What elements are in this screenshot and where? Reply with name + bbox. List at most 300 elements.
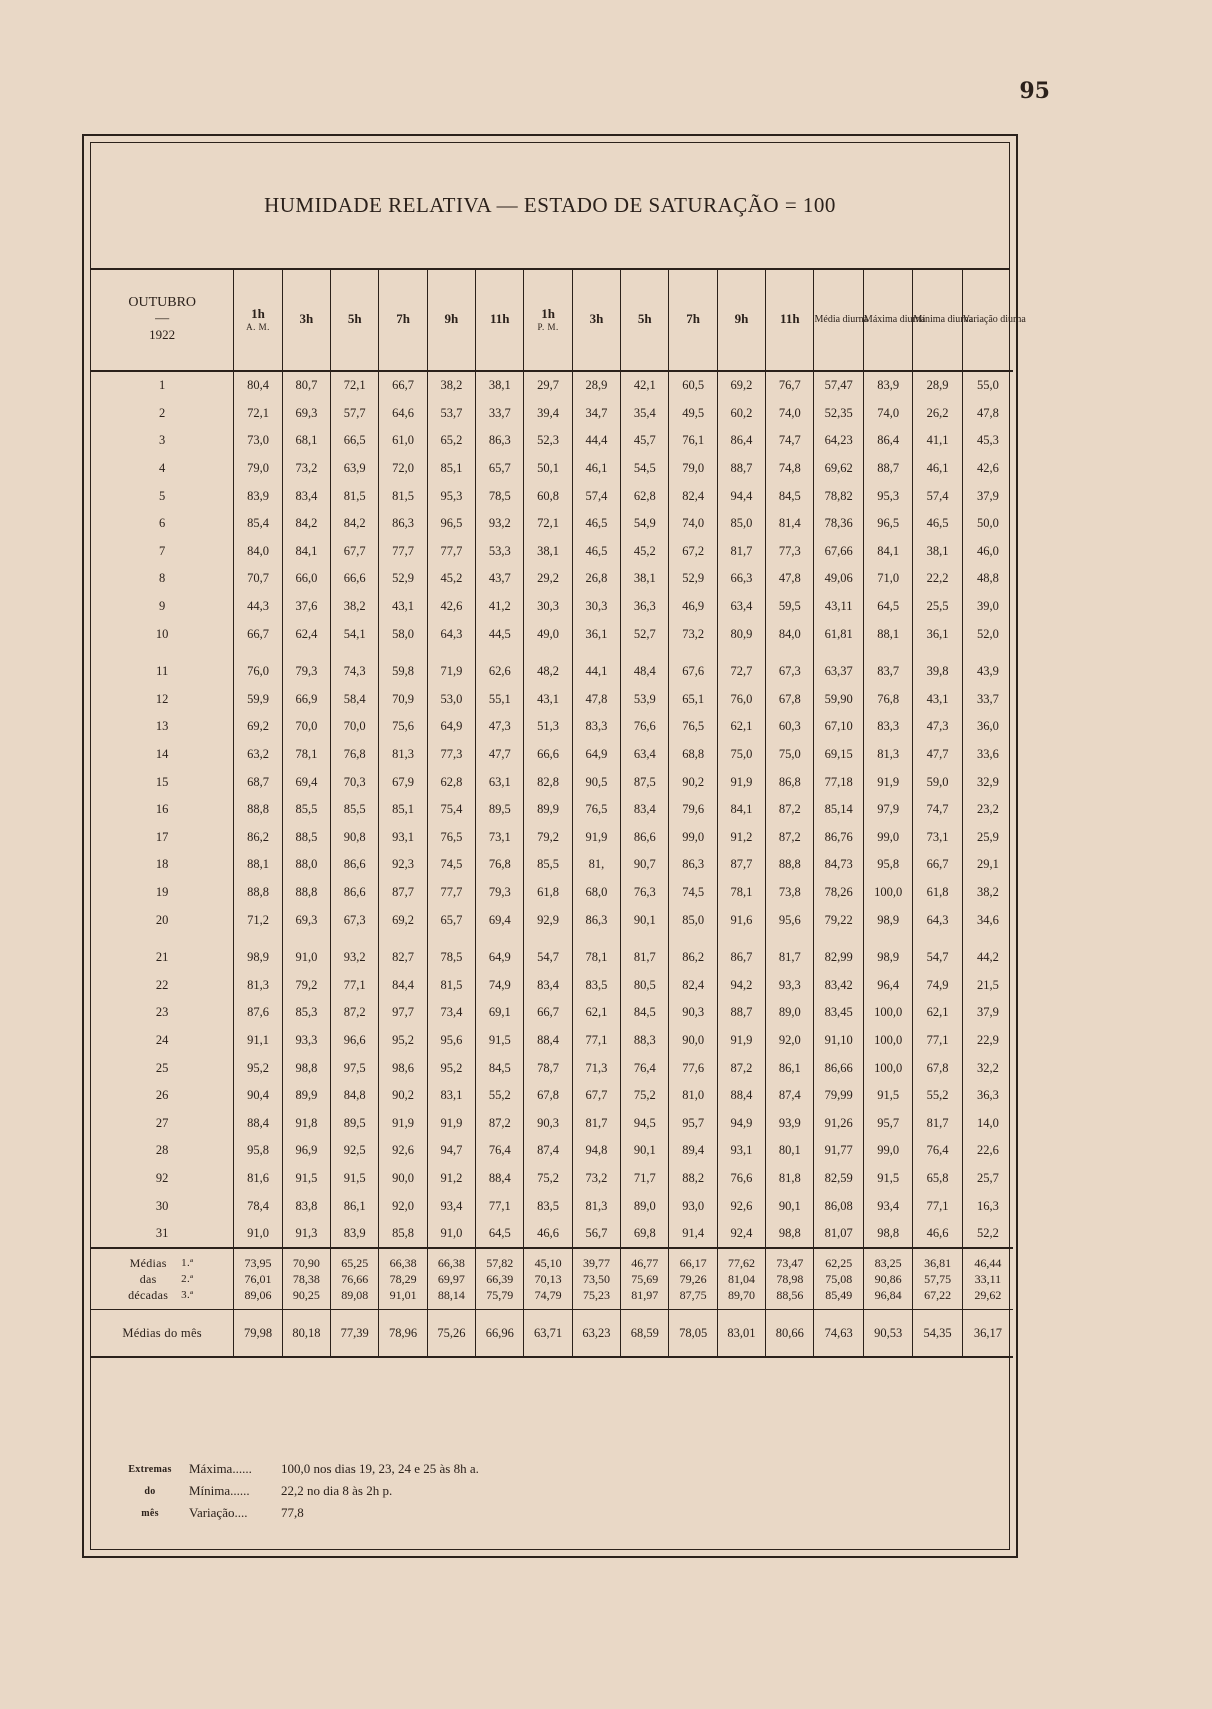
value-cell: 39,0	[976, 599, 999, 614]
value-cell: 55,1	[476, 686, 524, 714]
value-cell: 66,7	[234, 620, 282, 648]
value-cell: 95,2	[379, 1027, 427, 1055]
decade-mean-value: 89,06	[234, 1287, 282, 1310]
value-cell: 67,2	[669, 538, 717, 566]
day-cell: 5	[91, 482, 234, 510]
value-cell: 67,7	[331, 538, 379, 566]
value-cell: 91,2	[717, 824, 765, 852]
value-cell: 58,0	[379, 620, 427, 648]
value-cell: 67,66	[814, 538, 863, 566]
value-cell: 37,6	[282, 593, 330, 621]
value-cell: 86,7	[717, 944, 765, 972]
value-cell: 67,10	[814, 713, 863, 741]
month-mean-value: 83,01	[717, 1310, 765, 1358]
value-cell: 82,4	[669, 482, 717, 510]
month-mean-value: 63,71	[524, 1310, 572, 1358]
value-cell: 84,0	[766, 620, 814, 648]
value-cell: 76,7	[766, 371, 814, 400]
value-cell: 78,1	[572, 944, 620, 972]
day-cell: 4	[91, 455, 234, 483]
value-cell: 95,6	[427, 1027, 475, 1055]
value-cell: 82,59	[814, 1165, 863, 1193]
value-cell: 60,2	[717, 400, 765, 428]
value-cell: 80,5	[621, 971, 669, 999]
day-cell: 31	[91, 1220, 234, 1249]
value-cell: 81,07	[814, 1220, 863, 1249]
value-cell: 63,37	[814, 658, 863, 686]
value-cell: 77,6	[669, 1054, 717, 1082]
decade-mean-value: 65,25	[331, 1248, 379, 1271]
value-cell: 26,2	[913, 400, 962, 428]
decade-mean-value: 91,01	[379, 1287, 427, 1310]
value-cell: 61,0	[379, 427, 427, 455]
value-cell: 53,9	[621, 686, 669, 714]
value-cell: 91,26	[814, 1109, 863, 1137]
value-cell: 41,2	[476, 593, 524, 621]
value-cell: 54,9	[621, 510, 669, 538]
value-cell: 73,2	[572, 1165, 620, 1193]
value-cell: 83,5	[524, 1192, 572, 1220]
decade-mean-value: 88,56	[766, 1287, 814, 1310]
value-cell: 77,1	[572, 1027, 620, 1055]
value-cell: 93,1	[717, 1137, 765, 1165]
day-cell: 10	[91, 620, 234, 648]
decade-mean-value: 75,08	[814, 1271, 863, 1287]
value-cell: 62,6	[476, 658, 524, 686]
value-cell: 83,42	[814, 971, 863, 999]
value-cell: 90,4	[234, 1082, 282, 1110]
value-cell: 94,2	[717, 971, 765, 999]
value-cell: 68,0	[572, 879, 620, 907]
decade-mean-value: 70,13	[524, 1271, 572, 1287]
value-cell: 62,8	[427, 768, 475, 796]
value-cell: 88,7	[863, 455, 912, 483]
value-cell: 77,7	[427, 879, 475, 907]
value-cell: 88,8	[234, 879, 282, 907]
value-cell: 36,1	[572, 620, 620, 648]
value-cell: 69,1	[476, 999, 524, 1027]
value-cell: 23,2	[976, 802, 999, 817]
value-cell: 38,1	[524, 538, 572, 566]
value-cell: 46,6	[524, 1220, 572, 1249]
value-cell: 70,9	[379, 686, 427, 714]
value-cell: 92,9	[524, 906, 572, 934]
value-cell: 25,5	[913, 593, 962, 621]
day-cell: 21	[91, 944, 234, 972]
table-row	[91, 510, 1013, 538]
value-cell: 83,9	[863, 371, 912, 400]
value-cell: 74,0	[863, 400, 912, 428]
decade-mean-value: 29,62	[974, 1287, 1002, 1302]
value-cell: 91,10	[814, 1027, 863, 1055]
table-body	[91, 371, 1013, 1357]
value-cell: 78,36	[814, 510, 863, 538]
value-cell: 59,0	[913, 768, 962, 796]
value-cell: 65,1	[669, 686, 717, 714]
value-cell: 86,3	[476, 427, 524, 455]
value-cell: 92,4	[717, 1220, 765, 1249]
decade-mean-value: 46,44	[962, 1248, 1013, 1271]
value-cell: 54,5	[621, 455, 669, 483]
decade-mean-value: 96,84	[863, 1287, 912, 1310]
table-row	[91, 1137, 1013, 1165]
value-cell: 62,1	[572, 999, 620, 1027]
table-row	[91, 620, 1013, 648]
value-cell: 93,2	[331, 944, 379, 972]
day-cell: 11	[91, 658, 234, 686]
value-cell: 22,9	[976, 1032, 999, 1047]
value-cell: 64,9	[572, 741, 620, 769]
value-cell: 92,3	[379, 851, 427, 879]
value-cell: 91,2	[427, 1165, 475, 1193]
value-cell: 78,1	[717, 879, 765, 907]
value-cell: 100,0	[863, 999, 912, 1027]
value-cell: 73,4	[427, 999, 475, 1027]
decade-mean-value: 69,97	[427, 1271, 475, 1287]
value-cell: 95,8	[234, 1137, 282, 1165]
decade-mean-value: 66,39	[476, 1271, 524, 1287]
table-row	[91, 1027, 1013, 1055]
value-cell: 74,0	[766, 400, 814, 428]
value-cell: 81,7	[766, 944, 814, 972]
value-cell: 86,8	[766, 768, 814, 796]
value-cell: 82,8	[524, 768, 572, 796]
value-cell: 76,8	[863, 686, 912, 714]
value-cell: 88,8	[282, 879, 330, 907]
table-row	[91, 1082, 1013, 1110]
value-cell: 78,4	[234, 1192, 282, 1220]
decade-mean-value: 88,14	[427, 1287, 475, 1310]
value-cell: 45,2	[621, 538, 669, 566]
table-row	[91, 944, 1013, 972]
value-cell: 95,2	[234, 1054, 282, 1082]
value-cell: 69,15	[814, 741, 863, 769]
value-cell: 77,1	[913, 1192, 962, 1220]
decade-label-cell	[91, 1287, 234, 1310]
value-cell: 88,5	[282, 824, 330, 852]
value-cell: 98,8	[282, 1054, 330, 1082]
decade-mean-value: 74,79	[524, 1287, 572, 1310]
value-cell: 47,7	[913, 741, 962, 769]
value-cell: 90,0	[669, 1027, 717, 1055]
value-cell: 69,62	[814, 455, 863, 483]
day-cell: 8	[91, 565, 234, 593]
month-mean-value: 80,66	[766, 1310, 814, 1358]
value-cell: 47,8	[976, 405, 999, 420]
value-cell: 63,9	[331, 455, 379, 483]
value-cell: 86,6	[331, 851, 379, 879]
value-cell: 93,2	[476, 510, 524, 538]
value-cell: 89,9	[282, 1082, 330, 1110]
decade-mean-value: 46,77	[621, 1248, 669, 1271]
table-row	[91, 400, 1013, 428]
value-cell: 50,1	[524, 455, 572, 483]
value-cell: 95,2	[427, 1054, 475, 1082]
value-cell: 83,9	[331, 1220, 379, 1249]
value-cell: 84,2	[331, 510, 379, 538]
value-cell: 52,9	[379, 565, 427, 593]
value-cell: 66,3	[717, 565, 765, 593]
value-cell: 83,3	[572, 713, 620, 741]
value-cell: 88,7	[717, 455, 765, 483]
value-cell: 81,7	[572, 1109, 620, 1137]
table-row	[91, 565, 1013, 593]
value-cell: 43,7	[476, 565, 524, 593]
decade-label-cell	[91, 1271, 234, 1287]
value-cell: 29,1	[976, 857, 999, 872]
value-cell: 73,1	[913, 824, 962, 852]
table-row	[91, 686, 1013, 714]
value-cell: 86,2	[234, 824, 282, 852]
value-cell: 87,2	[476, 1109, 524, 1137]
decade-mean-value: 39,77	[572, 1248, 620, 1271]
value-cell: 84,5	[766, 482, 814, 510]
value-cell: 87,7	[379, 879, 427, 907]
month-mean-value: 36,17	[962, 1310, 1013, 1358]
decade-mean-value: 67,22	[913, 1287, 962, 1310]
value-cell: 81,3	[379, 741, 427, 769]
group-spacer	[91, 934, 1013, 944]
value-cell: 47,8	[766, 565, 814, 593]
value-cell: 81,3	[572, 1192, 620, 1220]
value-cell: 93,4	[863, 1192, 912, 1220]
month-mean-value: 90,53	[863, 1310, 912, 1358]
decade-mean-value: 78,38	[282, 1271, 330, 1287]
value-cell: 91,6	[717, 906, 765, 934]
value-cell: 30,3	[524, 593, 572, 621]
value-cell: 99,0	[669, 824, 717, 852]
value-cell: 83,9	[234, 482, 282, 510]
value-cell: 91,5	[331, 1165, 379, 1193]
hour-header: 5h	[621, 268, 669, 371]
table-row	[91, 427, 1013, 455]
month-mean-value: 54,35	[913, 1310, 962, 1358]
value-cell: 64,9	[476, 944, 524, 972]
value-cell: 91,5	[476, 1027, 524, 1055]
value-cell: 90,3	[669, 999, 717, 1027]
value-cell: 90,1	[766, 1192, 814, 1220]
value-cell: 73,8	[766, 879, 814, 907]
decade-mean-row	[91, 1248, 1013, 1271]
value-cell: 79,0	[669, 455, 717, 483]
value-cell: 69,2	[717, 371, 765, 400]
month-mean-row	[91, 1310, 1013, 1358]
value-cell: 74,8	[766, 455, 814, 483]
value-cell: 98,9	[863, 944, 912, 972]
value-cell: 57,7	[331, 400, 379, 428]
value-cell: 81,0	[669, 1082, 717, 1110]
value-cell: 81,3	[863, 741, 912, 769]
value-cell: 46,1	[572, 455, 620, 483]
value-cell: 81,6	[234, 1165, 282, 1193]
value-cell: 94,9	[717, 1109, 765, 1137]
value-cell: 87,2	[717, 1054, 765, 1082]
value-cell: 100,0	[863, 879, 912, 907]
value-cell: 52,7	[621, 620, 669, 648]
value-cell: 42,1	[621, 371, 669, 400]
value-cell: 46,5	[572, 538, 620, 566]
group-spacer	[91, 648, 1013, 658]
decade-mean-value: 66,17	[669, 1248, 717, 1271]
value-cell: 50,0	[976, 516, 999, 531]
table-row	[91, 1165, 1013, 1193]
value-cell: 86,6	[331, 879, 379, 907]
value-cell: 44,1	[572, 658, 620, 686]
value-cell: 22,2	[913, 565, 962, 593]
value-cell: 98,6	[379, 1054, 427, 1082]
value-cell: 59,8	[379, 658, 427, 686]
value-cell: 90,1	[621, 1137, 669, 1165]
stat-header: Mínima diurna	[913, 268, 962, 371]
value-cell: 81,5	[379, 482, 427, 510]
table-inner-frame	[90, 142, 1026, 1550]
value-cell: 76,0	[234, 658, 282, 686]
value-cell: 89,9	[524, 796, 572, 824]
value-cell: 46,0	[976, 543, 999, 558]
value-cell: 66,0	[282, 565, 330, 593]
value-cell: 46,6	[913, 1220, 962, 1249]
table-row	[91, 971, 1013, 999]
value-cell: 66,7	[379, 371, 427, 400]
value-cell: 81,3	[234, 971, 282, 999]
value-cell: 43,1	[913, 686, 962, 714]
value-cell: 85,5	[282, 796, 330, 824]
value-cell: 83,5	[572, 971, 620, 999]
table-row	[91, 906, 1013, 934]
value-cell: 78,5	[427, 944, 475, 972]
decade-mean-value: 79,26	[669, 1271, 717, 1287]
day-cell: 14	[91, 741, 234, 769]
decade-mean-value: 33,11	[974, 1271, 1002, 1286]
value-cell: 71,3	[572, 1054, 620, 1082]
value-cell: 63,1	[476, 768, 524, 796]
title-box	[91, 143, 1009, 270]
value-cell: 72,1	[331, 371, 379, 400]
value-cell: 93,3	[766, 971, 814, 999]
value-cell: 68,7	[234, 768, 282, 796]
month-mean-value: 78,96	[379, 1310, 427, 1358]
humidity-table	[91, 268, 1026, 1358]
value-cell: 62,8	[621, 482, 669, 510]
value-cell: 62,1	[717, 713, 765, 741]
value-cell: 42,6	[976, 461, 999, 476]
table-row	[91, 796, 1013, 824]
year-label: 1922	[149, 327, 176, 342]
value-cell: 81,8	[766, 1165, 814, 1193]
value-cell: 91,0	[427, 1220, 475, 1249]
value-cell: 38,2	[976, 884, 999, 899]
value-cell: 57,4	[572, 482, 620, 510]
value-cell: 76,4	[913, 1137, 962, 1165]
value-cell: 36,3	[976, 1088, 999, 1103]
value-cell: 53,3	[476, 538, 524, 566]
pm-label: P. M.	[537, 322, 559, 332]
value-cell: 85,5	[524, 851, 572, 879]
value-cell: 46,9	[669, 593, 717, 621]
value-cell: 71,0	[863, 565, 912, 593]
value-cell: 63,4	[621, 741, 669, 769]
decade-mean-value: 57,75	[913, 1271, 962, 1287]
value-cell: 96,5	[863, 510, 912, 538]
month-mean-value: 74,63	[814, 1310, 863, 1358]
day-cell: 3	[91, 427, 234, 455]
value-cell: 78,5	[476, 482, 524, 510]
decade-mean-value: 36,81	[913, 1248, 962, 1271]
value-cell: 29,7	[524, 371, 572, 400]
value-cell: 88,0	[282, 851, 330, 879]
value-cell: 96,5	[427, 510, 475, 538]
value-cell: 35,4	[621, 400, 669, 428]
extreme-row	[111, 1480, 991, 1502]
value-cell: 72,1	[234, 400, 282, 428]
value-cell: 89,0	[621, 1192, 669, 1220]
value-cell: 71,9	[427, 658, 475, 686]
value-cell: 86,1	[766, 1054, 814, 1082]
value-cell: 91,77	[814, 1137, 863, 1165]
decade-mean-value: 77,62	[717, 1248, 765, 1271]
value-cell: 83,3	[863, 713, 912, 741]
decade-mean-value: 90,25	[282, 1287, 330, 1310]
value-cell: 67,3	[331, 906, 379, 934]
value-cell: 46,5	[913, 510, 962, 538]
value-cell: 96,9	[282, 1137, 330, 1165]
decade-mean-value: 62,25	[814, 1248, 863, 1271]
value-cell: 79,6	[669, 796, 717, 824]
value-cell: 76,3	[621, 879, 669, 907]
decade-index: 3.ª	[181, 1289, 194, 1302]
value-cell: 54,7	[524, 944, 572, 972]
value-cell: 68,8	[669, 741, 717, 769]
value-cell: 74,7	[766, 427, 814, 455]
value-cell: 90,8	[331, 824, 379, 852]
value-cell: 48,8	[976, 571, 999, 586]
value-cell: 91,9	[427, 1109, 475, 1137]
value-cell: 66,7	[524, 999, 572, 1027]
value-cell: 39,4	[524, 400, 572, 428]
value-cell: 91,9	[717, 1027, 765, 1055]
value-cell: 94,4	[717, 482, 765, 510]
value-cell: 28,9	[913, 371, 962, 400]
value-cell: 79,99	[814, 1082, 863, 1110]
decade-mean-value: 78,98	[766, 1271, 814, 1287]
decade-mean-value: 81,97	[621, 1287, 669, 1310]
value-cell: 82,7	[379, 944, 427, 972]
value-cell: 95,7	[669, 1109, 717, 1137]
value-cell: 81,7	[913, 1109, 962, 1137]
decade-mean-value: 78,29	[379, 1271, 427, 1287]
value-cell: 16,3	[976, 1198, 999, 1213]
value-cell: 90,1	[621, 906, 669, 934]
value-cell: 67,9	[379, 768, 427, 796]
table-row	[91, 593, 1013, 621]
day-cell: 18	[91, 851, 234, 879]
value-cell: 52,0	[976, 626, 999, 641]
value-cell: 97,5	[331, 1054, 379, 1082]
day-cell: 26	[91, 1082, 234, 1110]
value-cell: 75,4	[427, 796, 475, 824]
value-cell: 87,5	[621, 768, 669, 796]
value-cell: 60,3	[766, 713, 814, 741]
month-mean-value: 66,96	[476, 1310, 524, 1358]
extremes-label: Extremas	[128, 1463, 172, 1475]
day-cell: 15	[91, 768, 234, 796]
day-cell: 16	[91, 796, 234, 824]
value-cell: 30,3	[572, 593, 620, 621]
value-cell: 84,73	[814, 851, 863, 879]
value-cell: 84,1	[863, 538, 912, 566]
value-cell: 60,5	[669, 371, 717, 400]
value-cell: 97,7	[379, 999, 427, 1027]
